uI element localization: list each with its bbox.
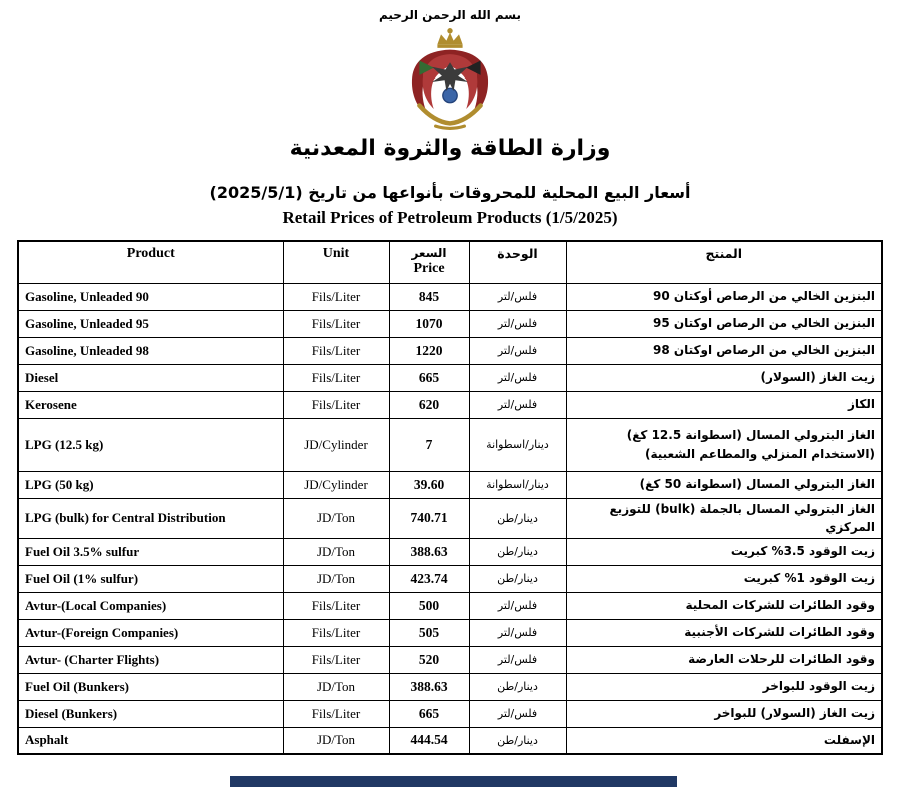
unit-ar-cell: دينار/طن xyxy=(469,498,566,538)
unit-ar-cell: دينار/طن xyxy=(469,565,566,592)
price-cell: 845 xyxy=(389,283,469,310)
bismillah-calligraphy: بسم الله الرحمن الرحيم xyxy=(378,8,522,22)
unit-ar-cell: فلس/لتر xyxy=(469,283,566,310)
ministry-name-calligraphy: وزارة الطاقة والثروة المعدنية xyxy=(289,136,611,161)
unit-ar-cell: دينار/طن xyxy=(469,727,566,754)
document-title-english: Retail Prices of Petroleum Products (1/5/2025) xyxy=(282,208,618,227)
unit-ar-cell: دينار/طن xyxy=(469,673,566,700)
table-row xyxy=(18,565,882,592)
unit-ar-cell: فلس/لتر xyxy=(469,364,566,391)
product-ar-cell: الغاز البترولي المسال بالجملة (bulk) للتوزيع المركزي xyxy=(566,498,882,538)
product-en-cell: Gasoline, Unleaded 95 xyxy=(18,310,283,337)
table-row xyxy=(18,471,882,498)
unit-en-cell: Fils/Liter xyxy=(283,592,389,619)
unit-en-cell: Fils/Liter xyxy=(283,646,389,673)
price-cell: 620 xyxy=(389,391,469,418)
col-header-price-ar: السعر xyxy=(411,246,447,260)
unit-ar-cell: فلس/لتر xyxy=(469,619,566,646)
unit-en-cell: JD/Ton xyxy=(283,565,389,592)
product-en-cell: Gasoline, Unleaded 98 xyxy=(18,337,283,364)
table-row xyxy=(18,538,882,565)
price-cell: 505 xyxy=(389,619,469,646)
product-en-cell: Diesel xyxy=(18,364,283,391)
product-en-cell: LPG (50 kg) xyxy=(18,471,283,498)
unit-en-cell: Fils/Liter xyxy=(283,619,389,646)
unit-en-cell: Fils/Liter xyxy=(283,391,389,418)
table-row xyxy=(18,391,882,418)
crown-icon xyxy=(437,28,462,48)
product-ar-cell: البنزين الخالي من الرصاص أوكتان 90 xyxy=(566,283,882,310)
product-en-cell: Avtur-(Local Companies) xyxy=(18,592,283,619)
product-ar-cell: زيت الوقود 3.5% كبريت xyxy=(566,538,882,565)
col-header-unit-ar: الوحدة xyxy=(469,241,566,283)
unit-ar-cell: فلس/لتر xyxy=(469,700,566,727)
price-cell: 740.71 xyxy=(389,498,469,538)
product-ar-cell: الغاز البترولي المسال (اسطوانة 12.5 كغ) (الاستخدام المنزلي والمطاعم الشعبية) xyxy=(566,418,882,471)
table-row xyxy=(18,498,882,538)
table-row xyxy=(18,727,882,754)
unit-ar-cell: فلس/لتر xyxy=(469,310,566,337)
product-ar-cell: زيت الغاز (السولار) للبواخر xyxy=(566,700,882,727)
product-ar-cell: البنزين الخالي من الرصاص اوكتان 95 xyxy=(566,310,882,337)
product-en-cell: LPG (bulk) for Central Distribution xyxy=(18,498,283,538)
ribbon-icon xyxy=(436,126,465,128)
prices-table xyxy=(17,240,883,755)
unit-ar-cell: فلس/لتر xyxy=(469,391,566,418)
product-en-cell: Asphalt xyxy=(18,727,283,754)
col-header-product-en: Product xyxy=(18,241,283,283)
table-row xyxy=(18,646,882,673)
table-row xyxy=(18,619,882,646)
product-en-cell: Fuel Oil (Bunkers) xyxy=(18,673,283,700)
price-cell: 1220 xyxy=(389,337,469,364)
product-en-cell: Gasoline, Unleaded 90 xyxy=(18,283,283,310)
col-header-price xyxy=(389,241,469,283)
jordan-coat-of-arms-emblem xyxy=(387,26,513,130)
unit-ar-cell: دينار/اسطوانة xyxy=(469,471,566,498)
product-ar-cell: زيت الغاز (السولار) xyxy=(566,364,882,391)
product-en-cell: Avtur- (Charter Flights) xyxy=(18,646,283,673)
table-row xyxy=(18,700,882,727)
product-ar-cell: الإسفلت xyxy=(566,727,882,754)
product-en-cell: Fuel Oil 3.5% sulfur xyxy=(18,538,283,565)
product-ar-cell: وقود الطائرات للشركات الأجنبية xyxy=(566,619,882,646)
price-cell: 665 xyxy=(389,700,469,727)
price-cell: 388.63 xyxy=(389,673,469,700)
unit-ar-cell: فلس/لتر xyxy=(469,592,566,619)
globe-icon xyxy=(443,88,457,102)
price-cell: 39.60 xyxy=(389,471,469,498)
table-row xyxy=(18,283,882,310)
table-row xyxy=(18,592,882,619)
product-ar-cell: وقود الطائرات للشركات المحلية xyxy=(566,592,882,619)
product-ar-cell: زيت الوقود للبواخر xyxy=(566,673,882,700)
unit-en-cell: JD/Ton xyxy=(283,498,389,538)
document-header xyxy=(0,0,900,228)
unit-en-cell: JD/Ton xyxy=(283,673,389,700)
document-title-arabic: أسعار البيع المحلية للمحروقات بأنواعها من تاريخ (2025/5/1) xyxy=(209,183,691,202)
product-en-cell: Diesel (Bunkers) xyxy=(18,700,283,727)
col-header-price-en: Price xyxy=(413,261,445,276)
product-ar-cell: وقود الطائرات للرحلات العارضة xyxy=(566,646,882,673)
table-body xyxy=(18,283,882,754)
product-en-cell: LPG (12.5 kg) xyxy=(18,418,283,471)
col-header-product-ar: المنتج xyxy=(566,241,882,283)
unit-en-cell: JD/Cylinder xyxy=(283,471,389,498)
price-cell: 1070 xyxy=(389,310,469,337)
product-ar-cell: البنزين الخالي من الرصاص اوكتان 98 xyxy=(566,337,882,364)
product-en-cell: Avtur-(Foreign Companies) xyxy=(18,619,283,646)
footer-bar xyxy=(230,776,677,787)
unit-ar-cell: فلس/لتر xyxy=(469,646,566,673)
price-cell: 7 xyxy=(389,418,469,471)
product-ar-cell: الكاز xyxy=(566,391,882,418)
product-ar-cell: الغاز البترولي المسال (اسطوانة 50 كغ) xyxy=(566,471,882,498)
price-cell: 388.63 xyxy=(389,538,469,565)
unit-en-cell: JD/Ton xyxy=(283,727,389,754)
price-cell: 444.54 xyxy=(389,727,469,754)
table-row xyxy=(18,418,882,471)
unit-ar-cell: دينار/اسطوانة xyxy=(469,418,566,471)
unit-en-cell: Fils/Liter xyxy=(283,337,389,364)
price-cell: 500 xyxy=(389,592,469,619)
table-row xyxy=(18,310,882,337)
price-cell: 665 xyxy=(389,364,469,391)
table-row xyxy=(18,673,882,700)
price-cell: 423.74 xyxy=(389,565,469,592)
price-cell: 520 xyxy=(389,646,469,673)
unit-en-cell: JD/Ton xyxy=(283,538,389,565)
unit-ar-cell: دينار/طن xyxy=(469,538,566,565)
unit-en-cell: JD/Cylinder xyxy=(283,418,389,471)
col-header-unit-en: Unit xyxy=(283,241,389,283)
table-row xyxy=(18,364,882,391)
product-en-cell: Fuel Oil (1% sulfur) xyxy=(18,565,283,592)
unit-en-cell: Fils/Liter xyxy=(283,364,389,391)
table-row xyxy=(18,337,882,364)
unit-en-cell: Fils/Liter xyxy=(283,700,389,727)
unit-ar-cell: فلس/لتر xyxy=(469,337,566,364)
wreath-icon xyxy=(419,105,480,123)
product-ar-cell: زيت الوقود 1% كبريت xyxy=(566,565,882,592)
table-header-row xyxy=(18,241,882,283)
product-en-cell: Kerosene xyxy=(18,391,283,418)
unit-en-cell: Fils/Liter xyxy=(283,283,389,310)
unit-en-cell: Fils/Liter xyxy=(283,310,389,337)
